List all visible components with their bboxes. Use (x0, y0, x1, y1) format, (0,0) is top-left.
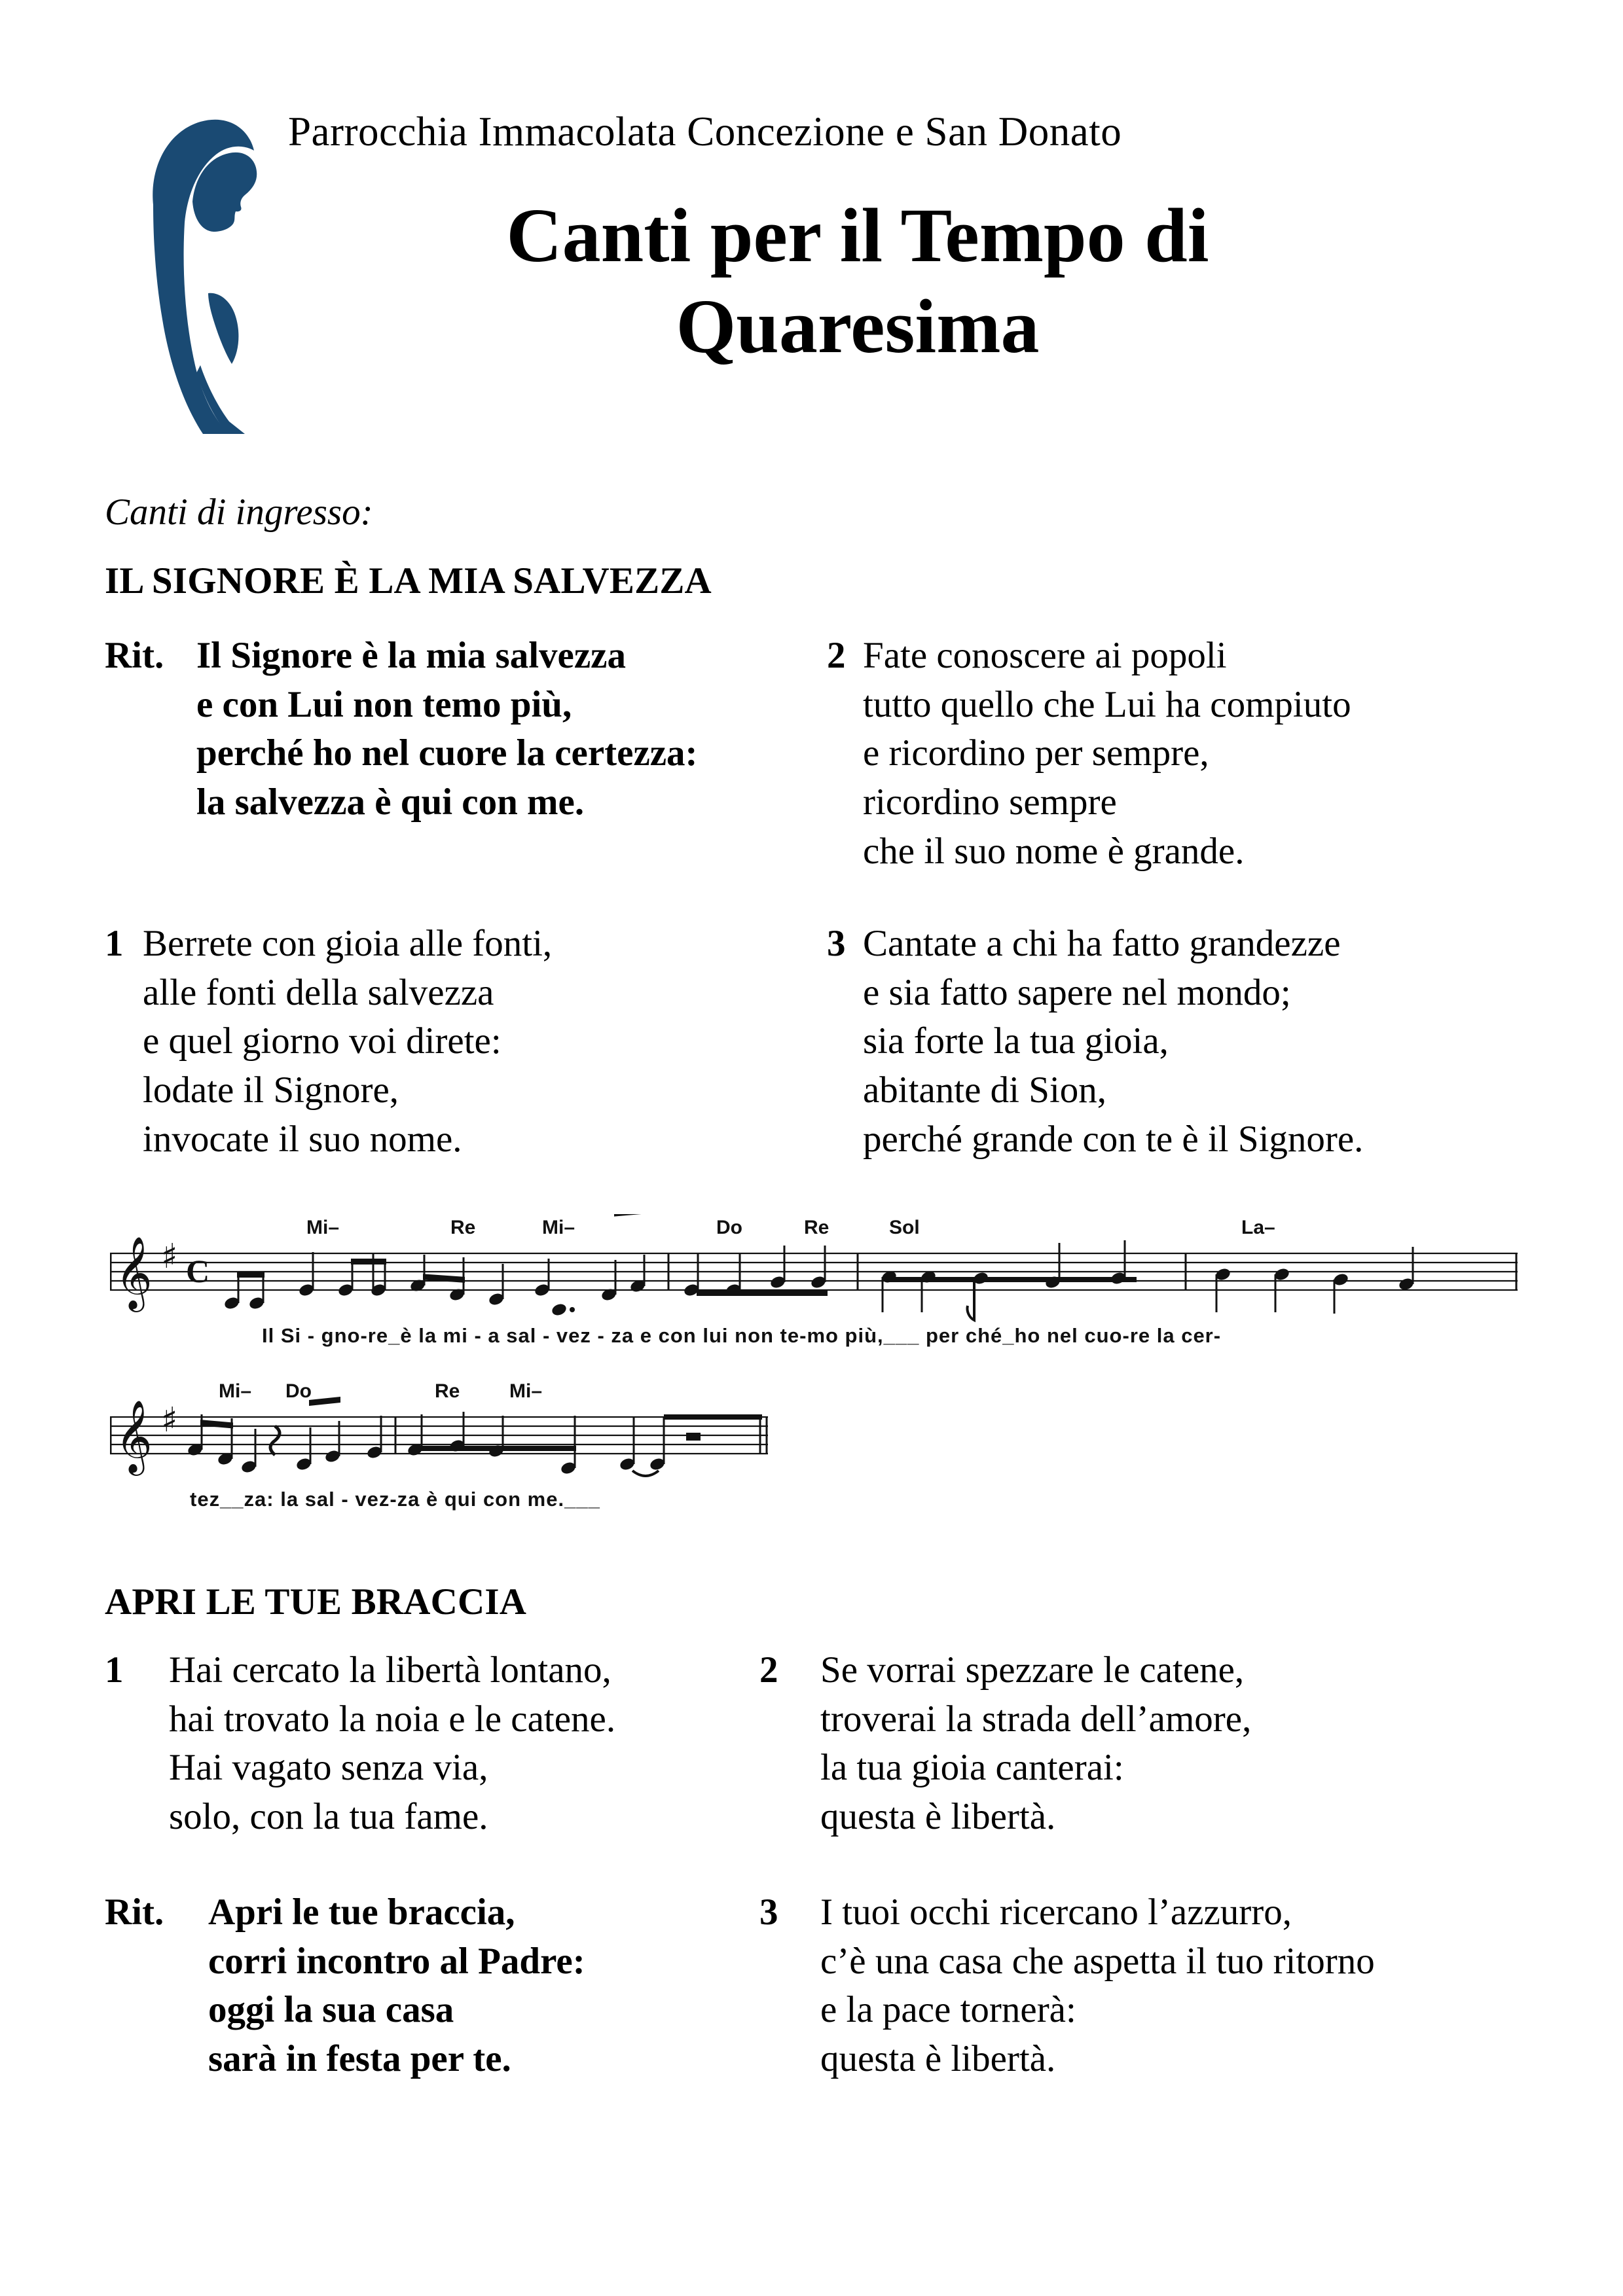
treble-clef-icon-2: 𝄞 (115, 1399, 153, 1473)
song1-refrain-line-3: perché ho nel cuore la certezza: (196, 732, 698, 774)
song2-verse1-line-2: hai trovato la noia e le catene. (169, 1698, 616, 1740)
song2-refrain-marker: Rit. (105, 1892, 164, 1933)
song2-verse3-line-2: c’è una casa che aspetta il tuo ritorno (820, 1940, 1375, 1982)
song1-verse1-number: 1 (105, 923, 124, 964)
song1-refrain-line-1: Il Signore è la mia salvezza (196, 635, 626, 676)
song2-verse2-line-3: la tua gioia canterai: (820, 1747, 1124, 1789)
madonna-profile-logo-icon (130, 103, 280, 434)
notes-system-2 (187, 1397, 762, 1476)
sharp-key-signature-icon: ♯ (161, 1237, 178, 1276)
song1-refrain-line-4: la salvezza è qui con me. (196, 781, 585, 823)
song2-verse2-line-1: Se vorrai spezzare le catene, (820, 1649, 1245, 1691)
sheet-music-il-signore-e-la-mia-salvezza (110, 1214, 1521, 1541)
song2-verse1-line-4: solo, con la tua fame. (169, 1795, 488, 1837)
quarter-rest-icon (270, 1426, 280, 1455)
song1-verse2-block (863, 632, 1351, 876)
song2-verse1-block (169, 1646, 615, 1842)
song2-refrain-line-3: oggi la sua casa (208, 1989, 454, 2031)
song2-verse1-line-3: Hai vagato senza via, (169, 1747, 488, 1789)
lyrics-system-1: Il Si - gno-re_è la mi - a sal - vez - za e con lui non te-mo più,___ per ché_ho nel cuo-re la cer- (262, 1324, 1222, 1347)
song2-verse2-number: 2 (759, 1649, 778, 1691)
song2-verse2-line-2: troverai la strada dell’amore, (820, 1698, 1252, 1740)
staff-system-1 (110, 1214, 1518, 1347)
svg-text:Mi–: Mi– (542, 1217, 575, 1238)
song1-verse2-line-5: che il suo nome è grande. (863, 830, 1245, 872)
song1-verse3-line-1: Cantate a chi ha fatto grandezze (863, 923, 1341, 964)
svg-text:Re: Re (435, 1380, 460, 1402)
lyrics-system-2: tez__za: la sal - vez-za è qui con me.___ (190, 1488, 600, 1511)
song2-refrain-line-1: Apri le tue braccia, (208, 1892, 515, 1933)
song1-verse2-line-4: ricordino sempre (863, 781, 1117, 823)
section-label-canti-di-ingresso: Canti di ingresso: (105, 492, 373, 533)
song1-verse3-block (863, 920, 1363, 1164)
page-title-line-2: Quaresima (676, 283, 1040, 370)
treble-clef-icon: 𝄞 (115, 1236, 153, 1309)
song1-verse3-number: 3 (827, 923, 846, 964)
song2-verse3-line-3: e la pace tornerà: (820, 1989, 1076, 2031)
svg-text:Sol: Sol (889, 1217, 920, 1238)
song1-refrain-line-2: e con Lui non temo più, (196, 683, 572, 725)
song2-verse3-line-1: I tuoi occhi ricercano l’azzurro, (820, 1892, 1292, 1933)
song2-refrain-line-4: sarà in festa per te. (208, 2037, 511, 2079)
svg-text:Re: Re (450, 1217, 476, 1238)
song1-verse3-line-4: abitante di Sion, (863, 1069, 1107, 1111)
song1-verse1-line-5: invocate il suo nome. (143, 1118, 462, 1160)
song1-verse3-line-5: perché grande con te è il Signore. (863, 1118, 1364, 1160)
song1-verse1-line-2: alle fonti della salvezza (143, 971, 494, 1013)
staff-system-2 (110, 1380, 768, 1511)
chord-symbols-system-1 (306, 1217, 1275, 1238)
svg-text:Mi–: Mi– (306, 1217, 340, 1238)
page-title-line-1: Canti per il Tempo di (506, 192, 1209, 278)
song1-verse3-line-3: sia forte la tua gioia, (863, 1020, 1169, 1062)
song-title-il-signore-e-la-mia-salvezza: IL SIGNORE È LA MIA SALVEZZA (105, 560, 712, 601)
svg-text:Mi–: Mi– (219, 1380, 252, 1402)
svg-text:Do: Do (285, 1380, 312, 1402)
song1-verse1-line-3: e quel giorno voi direte: (143, 1020, 501, 1062)
song1-verse1-line-4: lodate il Signore, (143, 1069, 399, 1111)
song-title-apri-le-tue-braccia: APRI LE TUE BRACCIA (105, 1581, 527, 1623)
song1-verse3-line-2: e sia fatto sapere nel mondo; (863, 971, 1291, 1013)
sharp-key-signature-icon-2: ♯ (161, 1401, 178, 1440)
song1-verse2-line-2: tutto quello che Lui ha compiuto (863, 683, 1351, 725)
song2-verse3-block (820, 1888, 1375, 2084)
song2-verse2-block (820, 1646, 1251, 1842)
song1-verse2-line-1: Fate conoscere ai popoli (863, 635, 1227, 676)
song2-refrain-block (208, 1888, 585, 2084)
page-title (295, 190, 1421, 372)
slur (632, 1471, 659, 1476)
song2-verse2-line-4: questa è libertà. (820, 1795, 1056, 1837)
song1-verse1-line-1: Berrete con gioia alle fonti, (143, 923, 553, 964)
song1-verse2-number: 2 (827, 635, 846, 676)
song1-verse2-line-3: e ricordino per sempre, (863, 732, 1209, 774)
svg-text:Re: Re (804, 1217, 830, 1238)
document-header (0, 92, 1623, 458)
song2-verse1-number: 1 (105, 1649, 124, 1691)
organization-name: Parrocchia Immacolata Concezione e San Donato (288, 109, 1122, 154)
svg-text:Do: Do (716, 1217, 742, 1238)
half-rest-icon (686, 1433, 701, 1441)
common-time-signature: C (186, 1253, 210, 1289)
svg-text:Mi–: Mi– (509, 1380, 543, 1402)
song2-verse1-line-1: Hai cercato la libertà lontano, (169, 1649, 611, 1691)
song2-verse3-line-4: questa è libertà. (820, 2037, 1056, 2079)
svg-text:La–: La– (1241, 1217, 1275, 1238)
chord-symbols-system-2 (219, 1380, 542, 1402)
song1-verse1-block (143, 920, 552, 1164)
song1-refrain-block (196, 632, 698, 827)
song1-refrain-marker: Rit. (105, 635, 164, 676)
song2-refrain-line-2: corri incontro al Padre: (208, 1940, 585, 1982)
song2-verse3-number: 3 (759, 1892, 778, 1933)
